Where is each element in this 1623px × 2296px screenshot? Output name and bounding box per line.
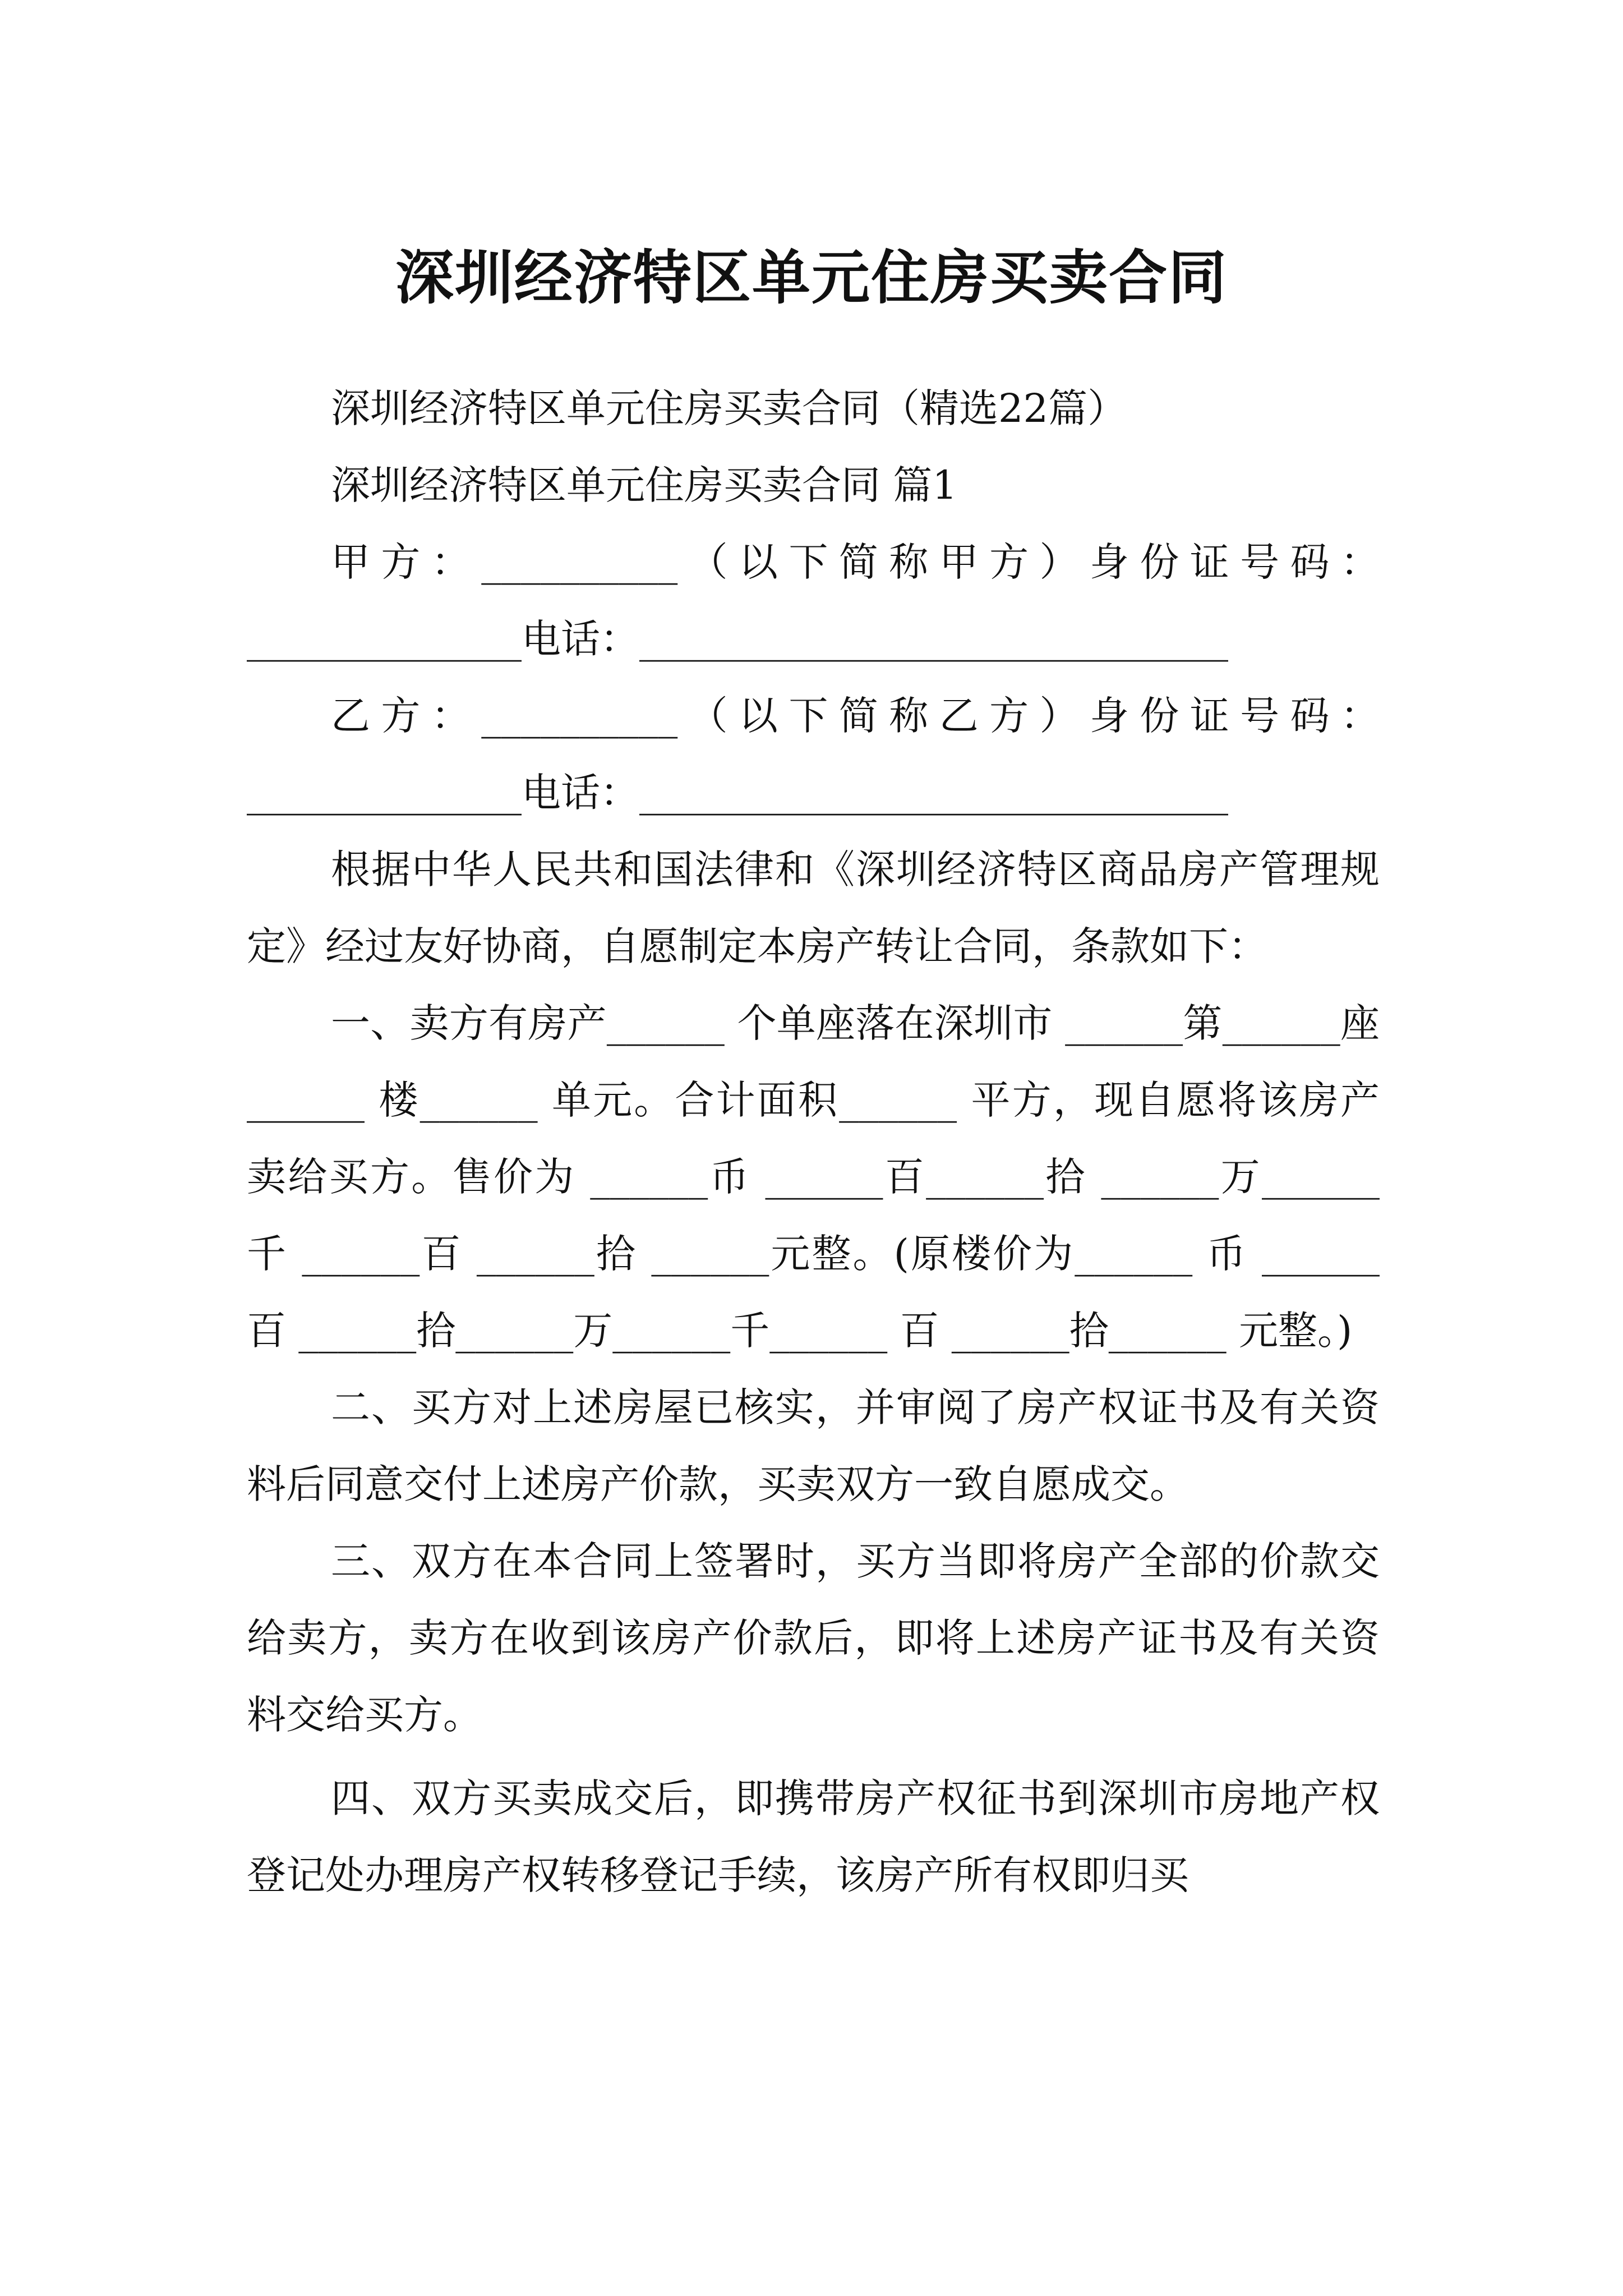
clause-2: 二、买方对上述房屋已核实，并审阅了房产权证书及有关资料后同意交付上述房产价款，买卖双方一致自愿成交。 — [247, 1384, 1380, 1507]
collection-heading: 深圳经济特区单元住房买卖合同（精选22篇） — [331, 385, 1127, 431]
party-a-line: 甲方：__________（以下简称甲方）身份证号码：______________电话：______________________________ — [247, 539, 1380, 662]
preamble-paragraph: 根据中华人民共和国法律和《深圳经济特区商品房产管理规定》经过友好协商，自愿制定本房产转让合同，条款如下： — [247, 846, 1380, 969]
party-b-line: 乙方：__________（以下简称乙方）身份证号码：______________电话：______________________________ — [247, 693, 1380, 816]
document-body — [247, 370, 1380, 1914]
document-title: 深圳经济特区单元住房买卖合同 — [395, 242, 1228, 312]
section-heading: 深圳经济特区单元住房买卖合同 篇1 — [331, 462, 957, 508]
clause-3: 三、双方在本合同上签署时，买方当即将房产全部的价款交给卖方，卖方在收到该房产价款后，即将上述房产证书及有关资料交给买方。 — [247, 1538, 1380, 1738]
clause-4: 四、双方买卖成交后，即携带房产权征书到深圳市房地产权登记处办理房产权转移登记手续，该房产所有权即归买 — [247, 1775, 1380, 1898]
clause-1: 一、卖方有房产______ 个单座落在深圳市 ______第______座______ 楼______ 单元。合计面积______ 平方，现自愿将该房产卖给买方。售价为 ______币 ______百______拾 ______万______ 千 ______百 ______拾 ______元整。(原楼价为______ 币 ______百 ______拾______万______千______ 百 ______拾______ 元整。) — [247, 1000, 1380, 1354]
